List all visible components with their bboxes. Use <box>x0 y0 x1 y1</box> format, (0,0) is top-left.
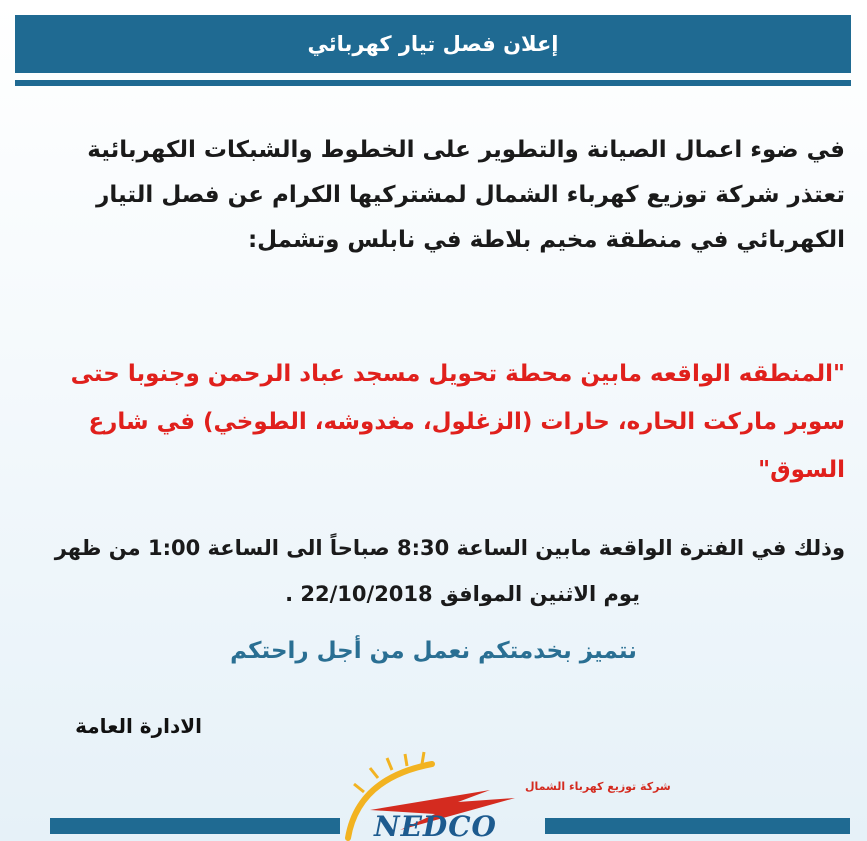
logo-arabic-name: شركة توزيع كهرباء الشمال <box>525 780 671 793</box>
announcement-title: إعلان فصل تيار كهربائي <box>307 32 559 56</box>
footer-band-right <box>545 818 850 834</box>
header-banner <box>15 15 851 73</box>
logo-sun-rays <box>354 752 424 792</box>
footer-band-left <box>50 818 340 834</box>
intro-paragraph: في ضوء اعمال الصيانة والتطوير على الخطوط والشبكات الكهربائية تعتذر شركة توزيع كهرباء الشمال لمشتركيها الكرام عن فصل التيار الكهربائي في منطقة مخيم بلاطة في نابلس وتشمل: <box>87 137 845 253</box>
nedco-logo <box>340 750 671 841</box>
affected-area-text: "المنطقه الواقعه مابين محطة تحويل مسجد عباد الرحمن وجنوبا حتى سوبر ماركت الحاره، حارات (الزغلول، مغدوشه، الطوخي) في شارع السوق" <box>70 361 845 483</box>
company-slogan: نتميز بخدمتكم نعمل من أجل راحتكم <box>230 638 637 664</box>
outage-time-line: وذلك في الفترة الواقعة مابين الساعة 8:30 صباحاً الى الساعة 1:00 من ظهر <box>54 536 845 560</box>
signature: الادارة العامة <box>75 714 202 738</box>
header-divider <box>15 80 851 86</box>
outage-time-block <box>25 525 845 617</box>
logo-latin-name: NEDCO <box>374 810 497 841</box>
outage-date-line: يوم الاثنين الموافق 22/10/2018 . <box>285 582 640 606</box>
